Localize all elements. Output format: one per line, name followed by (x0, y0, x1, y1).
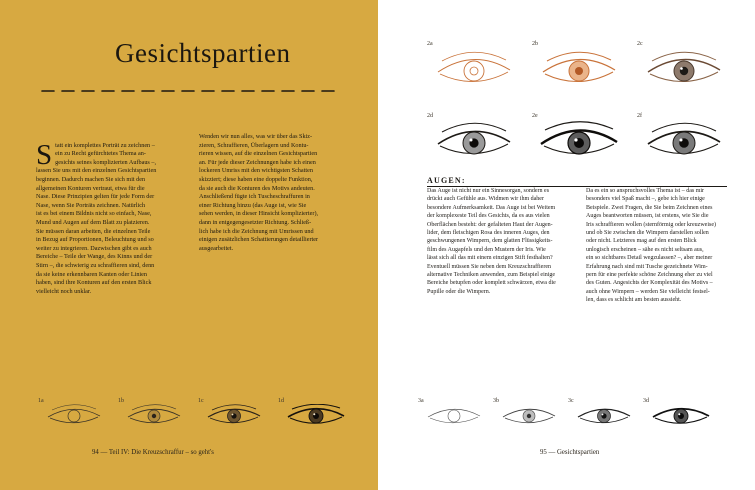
page-title: Gesichtspartien (115, 38, 291, 68)
eye-orange-hatched-sketch (539, 46, 619, 94)
figure-label: 2d (427, 113, 433, 119)
body-column-1: Das Auge ist nicht nur ein Sinnesorgan, sondern es drückt auch Gefühle aus. Widmen wir ihm daher besondere Aufmerksamkeit. Das Auge ist bei Weitem der komplexeste Teil des Gesichts, da es aus vielen Oberflächen besteht: der gefalteten Haut der Augen- lider, dem fleischigen Rosa des inneren Auges, den geschwungenen Wimpern, dem glatten Flüssigkeits- film des Augapfels und den Mustern der Iris. Wie lässt sich all das mit einem einzigen Stift festhalten? Eventuell müssen Sie neben dem Kreuzschraffieren alternative Techniken anwenden, zum Beispiel einige Bereiche betupfen oder komplett schwärzen, etwa die Pupille oder die Wimpern. (427, 188, 556, 295)
dashed-divider (40, 88, 340, 94)
eye-detailed-sketch (286, 404, 346, 428)
eye-example-grid (428, 42, 728, 174)
figure-label: 2e (532, 113, 538, 119)
figure-3a (418, 398, 488, 430)
eye-mixed-sketch (644, 46, 724, 94)
eye-sketch-strip-3 (418, 398, 718, 430)
eye-detailed-sketch (651, 404, 711, 428)
drop-cap: S (36, 138, 53, 171)
eye-finished-sketch (644, 118, 724, 166)
eye-crosshatched-sketch (576, 404, 632, 428)
figure-label: 3a (418, 398, 424, 404)
figure-2f (638, 114, 728, 172)
intro-column-1 (36, 133, 183, 296)
figure-1d (278, 398, 348, 430)
figure-label: 1c (198, 398, 204, 404)
page-footer: 94 — Teil IV: Die Kreuzschraffur – so geht's (92, 449, 214, 456)
figure-3d (643, 398, 713, 430)
figure-label: 2f (637, 113, 642, 119)
eye-dark-ink-sketch (539, 118, 619, 166)
figure-3c (568, 398, 638, 430)
figure-1c (198, 398, 268, 430)
figure-label: 2b (532, 41, 538, 47)
eye-orange-sketch (434, 46, 514, 94)
figure-2b (533, 42, 623, 100)
eye-hatched-sketch (126, 404, 182, 428)
figure-2a (428, 42, 518, 100)
figure-2c (638, 42, 728, 100)
figure-label: 1a (38, 398, 44, 404)
figure-2e (533, 114, 623, 172)
eye-crosshatched-sketch (206, 404, 262, 428)
figure-label: 2a (427, 41, 433, 47)
eye-outline-sketch (46, 404, 102, 428)
figure-label: 2c (637, 41, 643, 47)
figure-1a (38, 398, 108, 430)
intro-column-2: Wenden wir nun alles, was wir über das Skiz- zieren, Schraffieren, Überlagern und Kontu- rieren wissen, auf die einzelnen Gesichtspartien an. Für jede dieser Zeichnungen habe ich einen lockeren Umriss mit den wichtigsten Schatten skizziert; diese haben eine doppelte Funktion, da sie auch die Konturen des Motivs andeuten. Anschließend fügte ich Tuscheschraffuren in einer Richtung hinzu (das Auge ist, wie Sie sehen werden, in dieser Hinsicht komplizierter), dann in entgegengesetzter Richtung. Schließ- lich habe ich die Zeichnung mit Umrissen und einigen zusätzlichen Schattierungen detaillierter ausgearbeitet. (199, 133, 319, 252)
section-heading: AUGEN: (427, 176, 727, 187)
intro-text-1: tatt ein komplettes Porträt zu zeichnen – ein zu Recht gefürchtetes Thema an- gesichts seines komplizierten Aufbaus –, lassen Sie uns mit den einzelnen Gesichtspartien beginnen. Dadurch machen Sie sich mit den allgemeinen Konturen vertraut, etwa für die Nase. Diese Prinzipien gelten für jede Form der Nase, wenn Sie Porträts zeichnen. Natürlich ist es bei einem Bildnis nicht so einfach, Nase, Mund und Augen auf dem Blatt zu platzieren. Sie müssen daran arbeiten, die einzelnen Teile in Bezug auf Proportionen, Beleuchtung und so weiter zu integrieren. Dazwischen gibt es auch Bereiche – Teile der Wange, des Kinns und der Stirn –, die schwierig zu schraffieren sind, denn da sie keine erkennbaren Kanten oder Linien haben, sind ihre Konturen auf den ersten Blick vielleicht noch unklar. (36, 141, 157, 295)
body-column-2: Da es ein so anspruchsvolles Thema ist – das mir besonders viel Spaß macht –, gebe ich hier einige Beispiele. Zwei Fragen, die Sie beim Zeichnen eines Auges beantworten müssen, ist erstens, wie Sie die Iris schraffieren wollen (sternförmig oder kreuzweise) und ob Sie zwischen die Wimpern darstellen sollen oder nicht. Letzteres mag auf den ersten Blick unlogisch erscheinen – sähe es nicht seltsam aus, ein so sichtbares Detail wegzulassen? –, aber meiner Erfahrung nach sind mit Tusche gezeichnete Wim- pern für eine perfekte schöne Zeichnung eher zu viel des Guten. Angesichts der Komplexität des Motivs – auch ohne Wimpern – werden Sie vielleicht festsel- len, dass es schlicht am besten aussieht. (586, 188, 717, 304)
eye-sketch-strip-1 (38, 398, 356, 430)
figure-2d (428, 114, 518, 172)
figure-1b (118, 398, 188, 430)
figure-label: 3b (493, 398, 499, 404)
eye-outline-sketch (426, 404, 482, 428)
figure-label: 1d (278, 398, 284, 404)
figure-label: 3c (568, 398, 574, 404)
figure-label: 1b (118, 398, 124, 404)
eye-hatched-sketch (501, 404, 557, 428)
figure-label: 3d (643, 398, 649, 404)
page-footer: 95 — Gesichtspartien (540, 449, 600, 456)
eye-ink-sketch (434, 118, 514, 166)
figure-3b (493, 398, 563, 430)
